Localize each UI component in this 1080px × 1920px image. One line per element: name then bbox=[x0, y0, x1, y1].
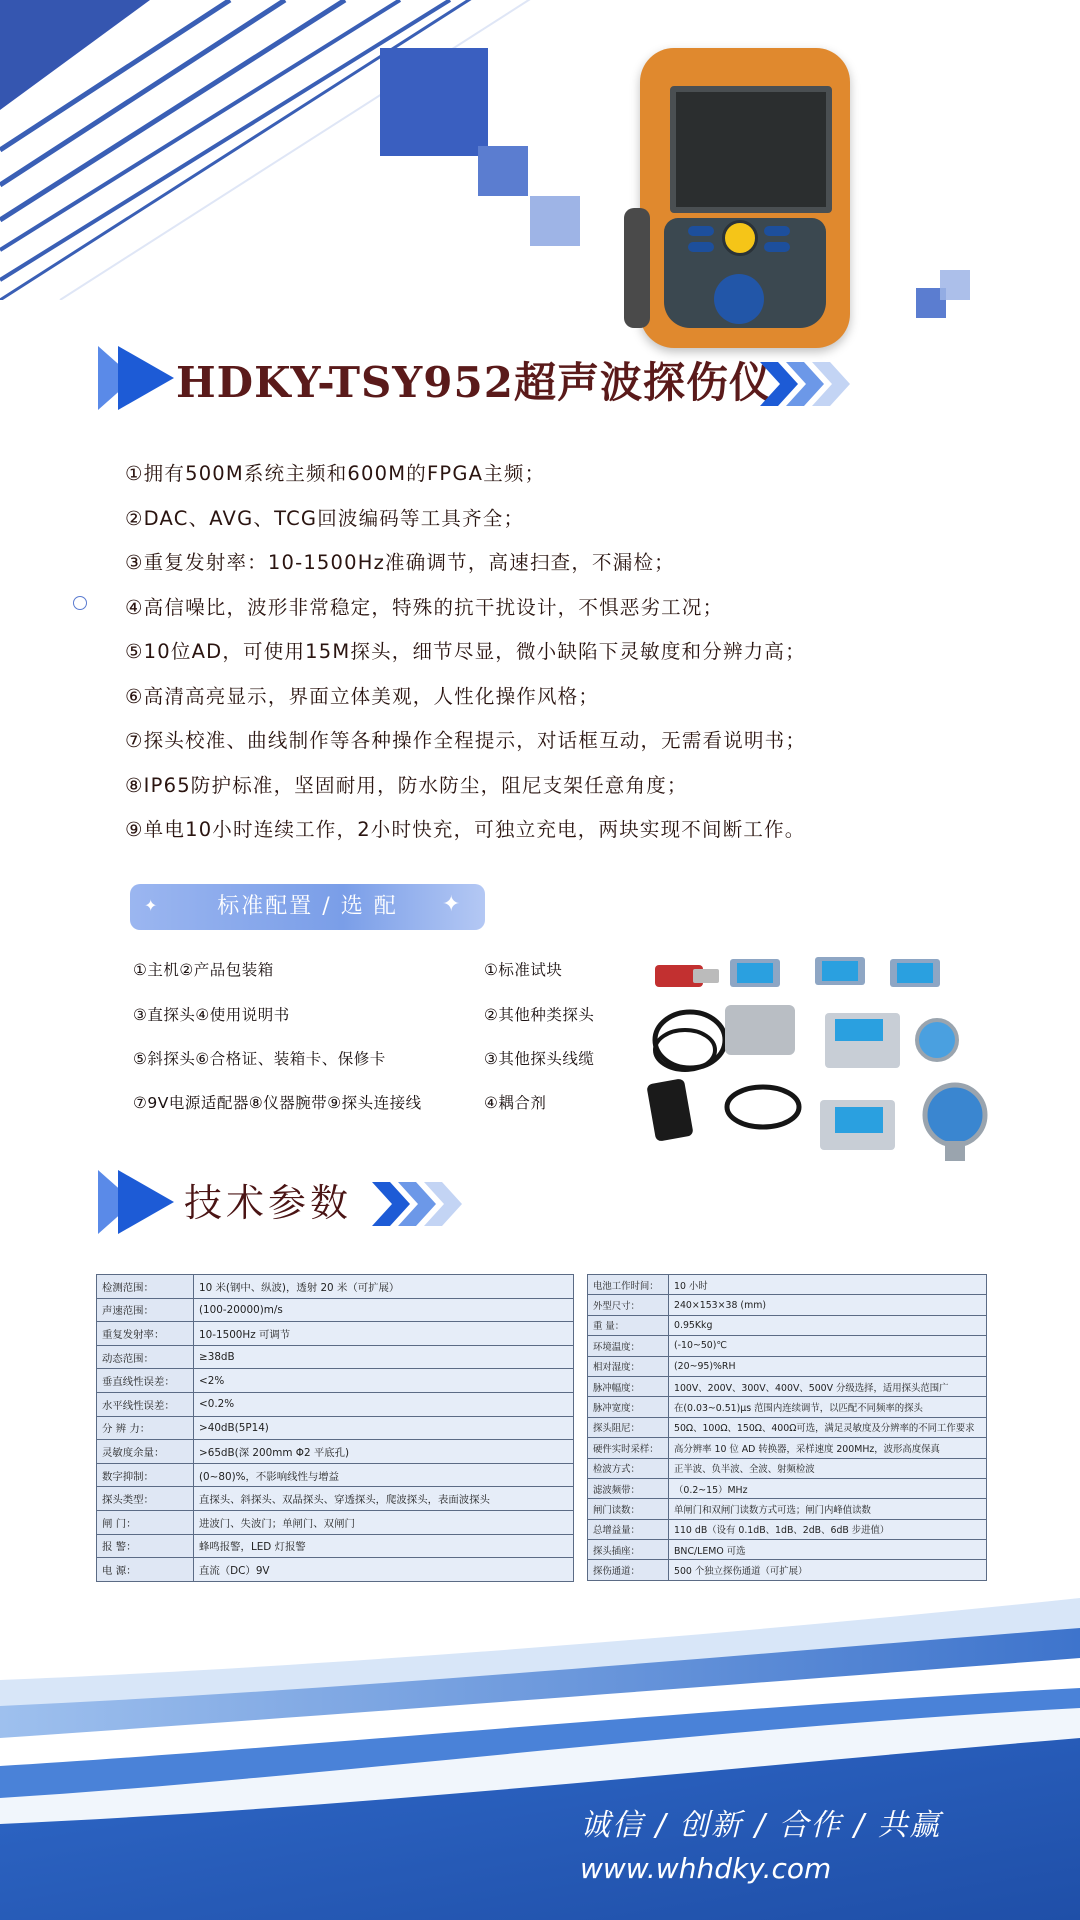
spec-label: 水平线性误差： bbox=[97, 1392, 194, 1416]
footer-waves bbox=[0, 1598, 1080, 1920]
spec-label: 脉冲宽度： bbox=[588, 1397, 669, 1417]
footer-banner bbox=[0, 1598, 1080, 1920]
spec-value: (-10~50)℃ bbox=[669, 1336, 987, 1356]
chevrons-icon bbox=[372, 1182, 472, 1226]
chevrons-icon bbox=[760, 362, 860, 406]
spec-label: 硬件实时采样： bbox=[588, 1438, 669, 1458]
spec-value: <0.2% bbox=[194, 1392, 574, 1416]
spec-row bbox=[588, 1519, 987, 1539]
device-key bbox=[764, 242, 790, 252]
device-key bbox=[764, 226, 790, 236]
spec-row bbox=[588, 1315, 987, 1335]
sparkle-icon: ✦ bbox=[442, 892, 461, 917]
heading-arrow-icon bbox=[118, 1170, 174, 1234]
spec-value: 10-1500Hz 可调节 bbox=[194, 1322, 574, 1346]
bullet-circle-icon bbox=[73, 596, 87, 610]
spec-value: >65dB(深 200mm Φ2 平底孔) bbox=[194, 1440, 574, 1464]
optional-config-item: ④耦合剂 bbox=[484, 1094, 547, 1112]
device-key bbox=[688, 242, 714, 252]
spec-value: 10 小时 bbox=[669, 1275, 987, 1295]
spec-row bbox=[588, 1397, 987, 1417]
spec-label: 分 辨 力： bbox=[97, 1416, 194, 1440]
decor-square-medium bbox=[478, 146, 528, 196]
heading-arrow-icon bbox=[118, 346, 174, 410]
specs-title: 技术参数 bbox=[184, 1181, 353, 1225]
spec-value: 0.95Kkg bbox=[669, 1315, 987, 1335]
device-dpad bbox=[714, 274, 764, 324]
spec-label: 探伤通道： bbox=[588, 1560, 669, 1580]
spec-value: 单闸门和双闸门读数方式可选；闸门内峰值读数 bbox=[669, 1499, 987, 1519]
spec-row bbox=[97, 1487, 574, 1511]
standard-config-item: ③直探头④使用说明书 bbox=[133, 1006, 290, 1024]
spec-value: 50Ω、100Ω、150Ω、400Ω可选，满足灵敏度及分辨率的不同工作要求 bbox=[669, 1417, 987, 1437]
product-title: HDKY-TSY952超声波探伤仪 bbox=[176, 358, 772, 407]
spec-value: 240×153×38 (mm) bbox=[669, 1295, 987, 1315]
spec-label: 探头阻尼： bbox=[588, 1417, 669, 1437]
device-strap bbox=[624, 208, 650, 328]
spec-row bbox=[97, 1463, 574, 1487]
spec-label: 重复发射率： bbox=[97, 1322, 194, 1346]
spec-label: 动态范围： bbox=[97, 1345, 194, 1369]
feature-item: ⑦探头校准、曲线制作等各种操作全程提示，对话框互动，无需看说明书； bbox=[125, 729, 807, 752]
spec-table-left bbox=[96, 1274, 574, 1582]
spec-label: 相对湿度： bbox=[588, 1356, 669, 1376]
decor-square-small bbox=[530, 196, 580, 246]
spec-value: 10 米(钢中、纵波)，透射 20 米（可扩展） bbox=[194, 1275, 574, 1299]
spec-value: 蜂鸣报警，LED 灯报警 bbox=[194, 1534, 574, 1558]
footer-slogan: 诚信 / 创新 / 合作 / 共赢 bbox=[580, 1808, 942, 1843]
spec-row bbox=[588, 1376, 987, 1396]
spec-label: 总增益量： bbox=[588, 1519, 669, 1539]
spec-value: 110 dB（设有 0.1dB、1dB、2dB、6dB 步进值） bbox=[669, 1519, 987, 1539]
spec-row bbox=[97, 1298, 574, 1322]
spec-row bbox=[588, 1336, 987, 1356]
spec-value: (0~80)%，不影响线性与增益 bbox=[194, 1463, 574, 1487]
standard-config-item: ⑦9V电源适配器⑧仪器腕带⑨探头连接线 bbox=[133, 1094, 422, 1112]
spec-label: 闸 门： bbox=[97, 1510, 194, 1534]
spec-label: 重 量： bbox=[588, 1315, 669, 1335]
spec-value: 500 个独立探伤通道（可扩展） bbox=[669, 1560, 987, 1580]
spec-value: 直流（DC）9V bbox=[194, 1558, 574, 1582]
device-rotary-knob bbox=[722, 220, 758, 256]
spec-row bbox=[97, 1510, 574, 1534]
feature-item: ⑨单电10小时连续工作，2小时快充，可独立充电，两块实现不间断工作。 bbox=[125, 818, 806, 841]
spec-label: 环境温度： bbox=[588, 1336, 669, 1356]
spec-label: 灵敏度余量： bbox=[97, 1440, 194, 1464]
feature-item: ④高信噪比，波形非常稳定，特殊的抗干扰设计，不惧恶劣工况； bbox=[125, 595, 724, 619]
feature-item: ②DAC、AVG、TCG回波编码等工具齐全； bbox=[125, 506, 525, 530]
spec-value: （0.2~15）MHz bbox=[669, 1478, 987, 1498]
spec-row bbox=[588, 1540, 987, 1560]
spec-label: 声速范围： bbox=[97, 1298, 194, 1322]
spec-row bbox=[97, 1369, 574, 1393]
spec-value: ≥38dB bbox=[194, 1345, 574, 1369]
spec-label: 脉冲幅度： bbox=[588, 1376, 669, 1396]
spec-table-right bbox=[587, 1274, 987, 1581]
feature-item: ⑧IP65防护标准，坚固耐用，防水防尘，阻尼支架任意角度； bbox=[125, 773, 688, 797]
spec-row bbox=[588, 1275, 987, 1295]
spec-row bbox=[588, 1560, 987, 1580]
standard-config-item: ①主机②产品包装箱 bbox=[133, 961, 274, 979]
device-screen bbox=[670, 86, 832, 213]
config-section-banner bbox=[130, 884, 485, 930]
spec-row bbox=[97, 1345, 574, 1369]
spec-value: (100-20000)m/s bbox=[194, 1298, 574, 1322]
spec-value: BNC/LEMO 可选 bbox=[669, 1540, 987, 1560]
spec-label: 探头插座： bbox=[588, 1540, 669, 1560]
spec-label: 外型尺寸： bbox=[588, 1295, 669, 1315]
footer-url[interactable]: www.whhdky.com bbox=[580, 1852, 832, 1885]
optional-config-item: ③其他探头线缆 bbox=[484, 1050, 595, 1068]
spec-row bbox=[588, 1417, 987, 1437]
spec-value: 在(0.03~0.51)μs 范围内连续调节，以匹配不同频率的探头 bbox=[669, 1397, 987, 1417]
feature-item: ①拥有500M系统主频和600M的FPGA主频； bbox=[125, 462, 546, 485]
spec-label: 检测范围： bbox=[97, 1275, 194, 1299]
sparkle-icon: ✦ bbox=[144, 896, 158, 915]
spec-label: 电 源： bbox=[97, 1558, 194, 1582]
spec-row bbox=[588, 1458, 987, 1478]
optional-config-item: ①标准试块 bbox=[484, 961, 563, 979]
spec-label: 探头类型： bbox=[97, 1487, 194, 1511]
spec-row bbox=[97, 1392, 574, 1416]
feature-item: ③重复发射率：10-1500Hz准确调节，高速扫查，不漏检； bbox=[125, 551, 675, 574]
feature-item: ⑤10位AD，可使用15M探头，细节尽显，微小缺陷下灵敏度和分辨力高； bbox=[125, 640, 806, 663]
spec-label: 闸门读数： bbox=[588, 1499, 669, 1519]
feature-item: ⑥高清高亮显示，界面立体美观，人性化操作风格； bbox=[125, 684, 600, 708]
spec-label: 电池工作时间： bbox=[588, 1275, 669, 1295]
decor-square-right-b bbox=[940, 270, 970, 300]
spec-row bbox=[97, 1275, 574, 1299]
spec-value: 正半波、负半波、全波、射频检波 bbox=[669, 1458, 987, 1478]
config-section-title: 标准配置 / 选 配 bbox=[217, 894, 398, 919]
spec-row bbox=[97, 1416, 574, 1440]
spec-row bbox=[97, 1322, 574, 1346]
standard-config-item: ⑤斜探头⑥合格证、装箱卡、保修卡 bbox=[133, 1050, 386, 1068]
spec-label: 报 警： bbox=[97, 1534, 194, 1558]
spec-row bbox=[588, 1295, 987, 1315]
accessories-photo bbox=[645, 945, 995, 1170]
spec-label: 检波方式： bbox=[588, 1458, 669, 1478]
spec-row bbox=[588, 1438, 987, 1458]
feature-list bbox=[125, 452, 1005, 853]
optional-config-item: ②其他种类探头 bbox=[484, 1006, 595, 1024]
spec-row bbox=[588, 1356, 987, 1376]
decor-square-large bbox=[380, 48, 488, 156]
spec-label: 滤波频带： bbox=[588, 1478, 669, 1498]
spec-value: <2% bbox=[194, 1369, 574, 1393]
spec-row bbox=[588, 1499, 987, 1519]
spec-value: 高分辨率 10 位 AD 转换器，采样速度 200MHz，波形高度保真 bbox=[669, 1438, 987, 1458]
spec-row bbox=[588, 1478, 987, 1498]
device-key bbox=[688, 226, 714, 236]
spec-value: 直探头、斜探头、双晶探头、穿透探头，爬波探头，表面波探头 bbox=[194, 1487, 574, 1511]
spec-label: 垂直线性误差： bbox=[97, 1369, 194, 1393]
spec-value: 100V、200V、300V、400V、500V 分级选择，适用探头范围广 bbox=[669, 1376, 987, 1396]
spec-value: 进波门、失波门；单闸门、双闸门 bbox=[194, 1510, 574, 1534]
spec-value: >40dB(5P14) bbox=[194, 1416, 574, 1440]
spec-label: 数字抑制： bbox=[97, 1463, 194, 1487]
spec-row bbox=[97, 1534, 574, 1558]
spec-row bbox=[97, 1558, 574, 1582]
flaw-detector-device-image bbox=[640, 48, 850, 348]
spec-row bbox=[97, 1440, 574, 1464]
spec-value: (20~95)%RH bbox=[669, 1356, 987, 1376]
